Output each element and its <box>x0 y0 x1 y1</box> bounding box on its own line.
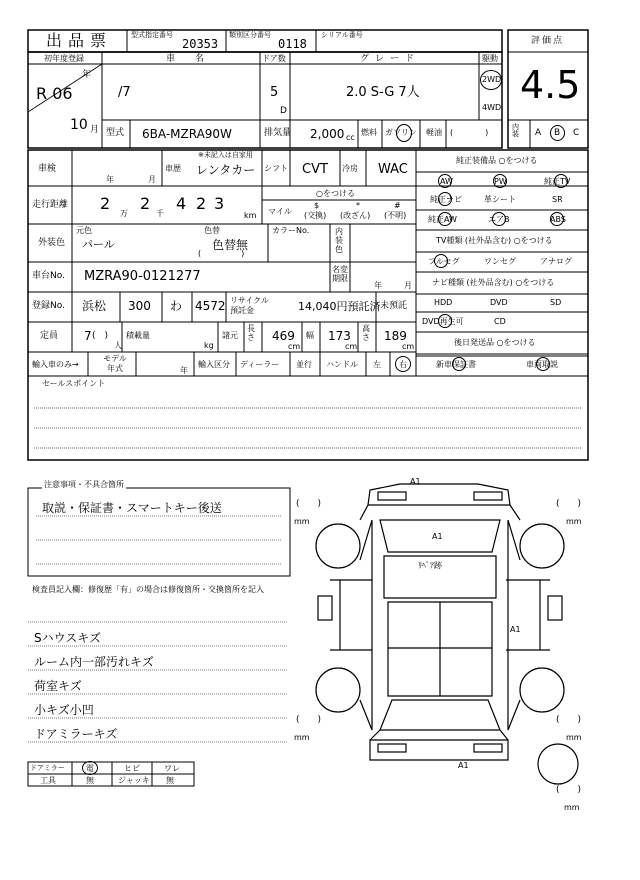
navi-sd: SD <box>550 298 562 307</box>
car-name-label: 車名 <box>166 54 225 64</box>
later-warranty-circle <box>452 357 466 371</box>
private-note: ※未記入は自家用 <box>198 151 253 159</box>
bracket-rear-left: ( ) <box>296 715 322 725</box>
diagram-front-mark: A1 <box>410 477 421 486</box>
genuine-abs: ABS <box>550 215 566 224</box>
doors-type: D <box>280 106 287 116</box>
mileage-mile: マイル <box>268 207 292 216</box>
diagram-hood-mark: A1 <box>432 532 443 541</box>
note-item-4: 小キズ小凹 <box>34 703 94 717</box>
color-original: パール <box>82 238 115 251</box>
footer-mirror: ドアミラー <box>30 764 65 772</box>
mm-rear-left: mm <box>294 733 310 742</box>
genuine-aw-circle <box>438 174 452 188</box>
navi-dvd: DVD <box>490 298 508 307</box>
mileage-exchange-sym: $ <box>314 201 320 210</box>
later-manual-circle <box>536 357 550 371</box>
class-no: 0118 <box>278 37 307 51</box>
interior-b: B <box>554 128 561 138</box>
genuine-aw2: 純正AW <box>428 215 457 224</box>
import-parallel: 並行 <box>296 360 312 369</box>
note-item-3: 荷室キズ <box>34 679 82 693</box>
score-value: 4.5 <box>520 63 581 107</box>
width-label: 幅 <box>306 331 314 340</box>
bracket-front-left: ( ) <box>296 499 322 509</box>
renamed-year-unit: 年 <box>374 281 382 290</box>
navi-dvd-play: DVD再生可 <box>422 317 464 326</box>
mileage-check-note: ○をつける <box>316 189 355 198</box>
genuine-sr: SR <box>552 195 563 204</box>
footer-tools-val: 無 <box>86 776 94 785</box>
bracket-spare: ( ) <box>556 785 582 795</box>
genuine-aw: AW <box>440 177 453 186</box>
bracket-rear-right: ( ) <box>556 715 582 725</box>
handle-right-circle <box>395 356 411 372</box>
grade-value: 2.0 S-G 7人 <box>346 85 420 100</box>
score-label: 評価点 <box>531 36 565 46</box>
mileage-sen: 千 <box>156 209 164 218</box>
registration-number: 4572 <box>195 299 226 313</box>
genuine-leather: 革シート <box>484 195 516 204</box>
genuine-tv-circle <box>554 174 568 188</box>
note-item-2: ルーム内一部汚れキズ <box>34 655 154 669</box>
form-title: 出品票 <box>46 31 113 50</box>
drive-label: 駆動 <box>482 54 498 63</box>
chassis-value: MZRA90-0121277 <box>84 269 201 284</box>
inspector-note: 検査員記入欄：修復歴「有」の場合は修復箇所・交換箇所を記入 <box>32 585 264 594</box>
first-reg-month: 10 <box>70 117 88 133</box>
notes-line-1: 取説・保証書・スマートキー後送 <box>42 501 222 515</box>
mileage-exchange: (交換) <box>304 211 327 220</box>
genuine-navi-circle <box>438 192 452 206</box>
displacement-unit: cc <box>346 133 355 142</box>
genuine-navi: 純正ナビ <box>430 195 462 204</box>
later-manual: 車両取説 <box>526 360 558 369</box>
footer-jack-val: 無 <box>166 776 174 785</box>
height-value: 189 <box>384 329 407 343</box>
shift-label: シフト <box>264 164 288 173</box>
usage-label: 車歴 <box>165 164 181 173</box>
mileage-digit-4: 2 <box>196 194 207 213</box>
footer-mirror-circle <box>82 761 98 775</box>
tv-oneseg: ワンセグ <box>484 257 516 266</box>
renamed-month-unit: 月 <box>404 281 412 290</box>
registration-kana: わ <box>170 299 183 313</box>
genuine-abs-circle <box>550 212 564 226</box>
handle-left: 左 <box>373 360 381 369</box>
sales-point-label: セールスポイント <box>42 379 106 388</box>
ac-value: WAC <box>378 162 408 177</box>
interior-b-circle <box>550 125 565 141</box>
diagram-roof-note: ﾘﾍﾟｱ跡 <box>418 561 442 570</box>
navi-title: ナビ種類 (社外品含む) ○をつける <box>432 278 555 287</box>
usage-value: レンタカー <box>196 163 256 177</box>
registration-label: 登録No. <box>32 301 65 311</box>
interior-a: A <box>535 128 542 138</box>
mm-front-right: mm <box>566 517 582 526</box>
mileage-digit-3: 4 <box>176 194 187 213</box>
mileage-man: 万 <box>120 209 128 218</box>
doors-label: ドア数 <box>262 54 286 63</box>
mileage-unknown-sym: # <box>394 201 401 210</box>
interior-color-label: 内装色 <box>335 227 343 254</box>
mileage-km: km <box>244 211 257 220</box>
capacity-unit: 人 <box>114 341 122 350</box>
capacity-label: 定員 <box>40 331 59 341</box>
capacity-value: 7 <box>84 329 92 343</box>
month-suffix: 月 <box>90 125 100 135</box>
grade-label: グレード <box>360 54 421 64</box>
capacity-paren: ( ) <box>92 331 109 341</box>
mileage-digit-1: 2 <box>100 194 111 213</box>
height-label: 高さ <box>362 324 370 342</box>
color-label: 外装色 <box>38 238 66 248</box>
mileage-digit-2: 2 <box>140 194 151 213</box>
first-reg-label: 初年度登録 <box>44 54 84 63</box>
diagram-side-mark: A1 <box>510 625 521 634</box>
dims-label: 諸元 <box>222 331 238 340</box>
height-unit: cm <box>402 342 415 351</box>
drive-2wd: 2WD <box>482 75 502 84</box>
car-name: /7 <box>118 85 131 100</box>
class-no-label: 類別区分番号 <box>229 31 271 39</box>
genuine-pw: PW <box>494 177 507 186</box>
length-unit: cm <box>288 342 301 351</box>
note-item-1: Sハウスキズ <box>34 631 102 645</box>
genuine-title: 純正装備品 ○をつける <box>456 156 538 165</box>
first-reg-era: R 06 <box>36 84 73 103</box>
mileage-tamper: (改ざん) <box>340 211 371 220</box>
ac-label: 冷房 <box>342 164 358 173</box>
later-title: 後日発送品 ○をつける <box>454 338 536 347</box>
color-change-label: 色替 <box>204 226 220 235</box>
tv-fullseg-circle <box>434 254 448 268</box>
mm-front-left: mm <box>294 517 310 526</box>
tv-fullseg: フルセグ <box>428 257 460 266</box>
genuine-airbag: エアB <box>488 215 510 224</box>
doors-value: 5 <box>270 85 279 100</box>
diagram-rear-mark: A1 <box>458 761 469 770</box>
footer-hibi: ヒビ <box>124 764 140 773</box>
fuel-label: 燃料 <box>361 128 377 137</box>
displacement-value: 2,000 <box>310 127 345 141</box>
navi-dvd-play-circle <box>438 314 452 328</box>
length-value: 469 <box>272 329 295 343</box>
renamed-label: 名変期限 <box>332 265 348 283</box>
shaken-month-unit: 月 <box>148 175 156 184</box>
model-value: 6BA-MZRA90W <box>142 127 232 141</box>
chassis-label: 車台No. <box>32 271 65 281</box>
mm-spare: mm <box>564 803 580 812</box>
genuine-aw2-circle <box>438 212 452 226</box>
load-label: 積載量 <box>126 331 150 340</box>
footer-mirror-val: 電 <box>86 764 94 773</box>
color-paren: ( ) <box>198 249 245 258</box>
navi-cd: CD <box>494 317 506 326</box>
handle-right: 右 <box>399 360 407 369</box>
note-item-5: ドアミラーキズ <box>34 727 118 741</box>
fuel-other: ( ) <box>450 128 489 137</box>
handle-label: ハンドル <box>326 360 358 369</box>
fuel-gas: ガソリン <box>385 128 417 137</box>
interior-label: 内装 <box>512 123 519 138</box>
mm-rear-right: mm <box>566 733 582 742</box>
width-value: 173 <box>328 329 351 343</box>
import-only-label: 輸入車のみ→ <box>32 360 79 369</box>
genuine-tv: 純正TV <box>544 177 571 186</box>
recycle-status: 未預託 <box>380 301 408 311</box>
footer-jack: ジャッキ <box>118 776 150 785</box>
notes-title: 注意事項・不具合箇所 <box>44 480 124 489</box>
footer-tools: 工具 <box>40 776 56 785</box>
import-dealer: ディーラー <box>240 360 280 369</box>
model-label: 型式 <box>106 128 125 138</box>
type-no: 20353 <box>182 37 219 51</box>
navi-hdd: HDD <box>434 298 453 307</box>
color-change: 色替無 <box>212 238 249 252</box>
color-number-label: カラーNo. <box>272 226 310 235</box>
model-year-label: モデル年式 <box>103 354 127 373</box>
mileage-digit-5: 3 <box>214 194 225 213</box>
tv-analog: アナログ <box>540 257 572 266</box>
year-suffix: 年 <box>82 70 92 80</box>
shaken-year-unit: 年 <box>106 175 114 184</box>
recycle-amount: 14,040円預託済 <box>298 300 381 313</box>
color-original-label: 元色 <box>76 226 92 235</box>
mileage-label: 走行距離 <box>32 200 69 210</box>
genuine-airbag-circle <box>492 212 506 226</box>
model-year-unit: 年 <box>180 366 188 375</box>
length-label: 長さ <box>247 324 255 342</box>
mileage-unknown: (不明) <box>384 211 407 220</box>
type-no-label: 型式指定番号 <box>131 31 173 39</box>
drive-2wd-circle <box>480 70 502 90</box>
fuel-diesel: 軽油 <box>426 128 442 137</box>
import-class-label: 輸入区分 <box>198 360 230 369</box>
genuine-pw-circle <box>493 174 507 188</box>
tv-title: TV種類 (社外品含む) ○をつける <box>436 236 553 245</box>
drive-4wd: 4WD <box>482 103 502 112</box>
bracket-front-right: ( ) <box>556 499 582 509</box>
load-unit: kg <box>204 341 214 350</box>
registration-class: 300 <box>128 299 151 313</box>
registration-area: 浜松 <box>82 299 107 313</box>
recycle-label: リサイクル預託金 <box>230 296 269 315</box>
width-unit: cm <box>345 342 358 351</box>
shaken-label: 車検 <box>38 164 57 174</box>
later-warranty: 新車保証書 <box>436 360 476 369</box>
shift-value: CVT <box>302 162 328 177</box>
displacement-label: 排気量 <box>264 128 292 138</box>
fuel-gas-circle <box>396 124 412 142</box>
mileage-tamper-sym: * <box>356 201 360 210</box>
serial-label: シリアル番号 <box>321 31 363 39</box>
footer-ware: ワレ <box>164 764 180 773</box>
interior-c: C <box>573 128 580 138</box>
